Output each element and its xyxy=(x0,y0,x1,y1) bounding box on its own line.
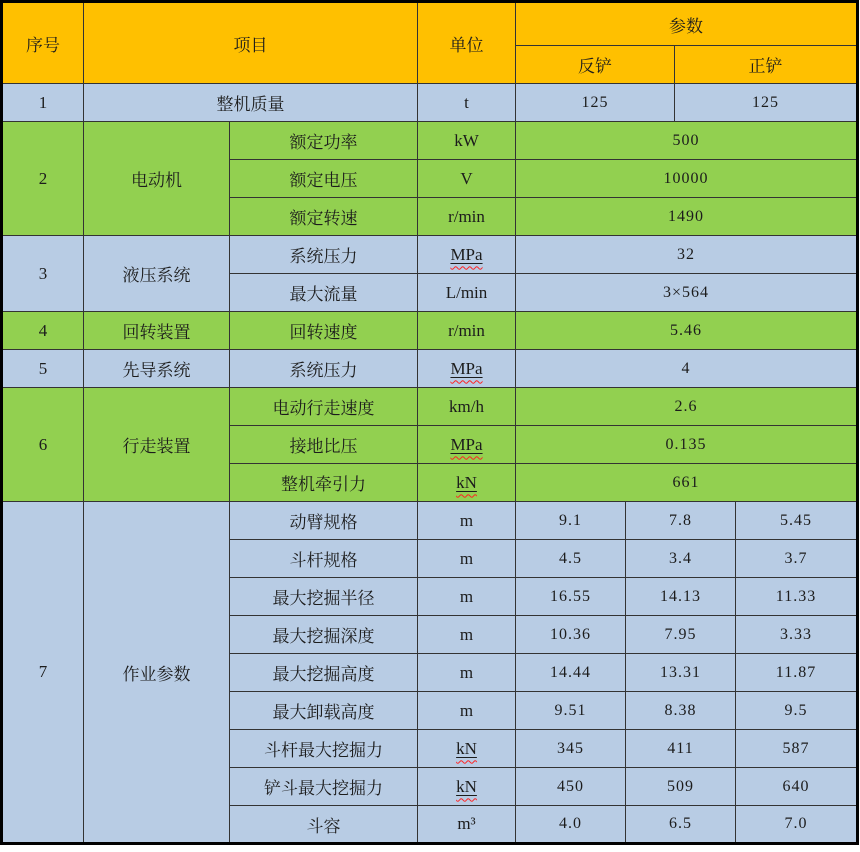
table-row xyxy=(2,350,858,388)
cell-sub-item: 最大挖掘高度 xyxy=(230,654,418,692)
cell-sub-item: 额定功率 xyxy=(230,122,418,160)
cell-value: 5.46 xyxy=(516,312,858,350)
cell-value-1: 14.44 xyxy=(516,654,626,692)
spellcheck-underline: MPa xyxy=(450,244,483,264)
cell-value-1: 10.36 xyxy=(516,616,626,654)
cell-value-3: 11.33 xyxy=(736,578,858,616)
header-no: 序号 xyxy=(2,2,84,84)
cell-value-3: 5.45 xyxy=(736,502,858,540)
header-backhoe: 反铲 xyxy=(516,46,675,84)
cell-value-backhoe: 125 xyxy=(516,84,675,122)
cell-value: 661 xyxy=(516,464,858,502)
cell-sub-item: 回转速度 xyxy=(230,312,418,350)
cell-unit: m xyxy=(418,540,516,578)
cell-item: 行走装置 xyxy=(84,388,230,502)
cell-sub-item: 斗容 xyxy=(230,806,418,844)
cell-value: 3×564 xyxy=(516,274,858,312)
table-row xyxy=(2,502,858,540)
spellcheck-underline: kN xyxy=(456,776,477,796)
cell-no: 5 xyxy=(2,350,84,388)
cell-unit xyxy=(418,730,516,768)
cell-value: 0.135 xyxy=(516,426,858,464)
table-row xyxy=(2,388,858,426)
table-row xyxy=(2,84,858,122)
header-params: 参数 xyxy=(516,2,858,46)
cell-value-3: 9.5 xyxy=(736,692,858,730)
cell-no: 1 xyxy=(2,84,84,122)
cell-sub-item: 动臂规格 xyxy=(230,502,418,540)
spellcheck-underline: MPa xyxy=(450,434,483,454)
cell-value-2: 3.4 xyxy=(626,540,736,578)
cell-value-1: 9.51 xyxy=(516,692,626,730)
cell-unit xyxy=(418,426,516,464)
cell-sub-item: 最大挖掘深度 xyxy=(230,616,418,654)
table-row xyxy=(2,236,858,274)
cell-item: 电动机 xyxy=(84,122,230,236)
spellcheck-underline: kN xyxy=(456,738,477,758)
cell-value-2: 7.8 xyxy=(626,502,736,540)
cell-no: 3 xyxy=(2,236,84,312)
cell-sub-item: 斗杆规格 xyxy=(230,540,418,578)
cell-unit: m xyxy=(418,502,516,540)
cell-sub-item: 额定电压 xyxy=(230,160,418,198)
cell-value-3: 3.7 xyxy=(736,540,858,578)
cell-value-2: 14.13 xyxy=(626,578,736,616)
cell-value: 500 xyxy=(516,122,858,160)
cell-unit xyxy=(418,768,516,806)
cell-no: 6 xyxy=(2,388,84,502)
cell-item: 先导系统 xyxy=(84,350,230,388)
cell-sub-item: 额定转速 xyxy=(230,198,418,236)
cell-unit: m³ xyxy=(418,806,516,844)
cell-value-1: 4.0 xyxy=(516,806,626,844)
cell-unit xyxy=(418,464,516,502)
cell-value-1: 450 xyxy=(516,768,626,806)
cell-value-3: 7.0 xyxy=(736,806,858,844)
cell-value: 2.6 xyxy=(516,388,858,426)
cell-value-2: 7.95 xyxy=(626,616,736,654)
header-item: 项目 xyxy=(84,2,418,84)
cell-value-3: 587 xyxy=(736,730,858,768)
cell-value-1: 9.1 xyxy=(516,502,626,540)
cell-value-3: 3.33 xyxy=(736,616,858,654)
cell-value-shovel: 125 xyxy=(675,84,858,122)
cell-unit xyxy=(418,350,516,388)
cell-sub-item: 最大挖掘半径 xyxy=(230,578,418,616)
cell-sub-item: 最大卸载高度 xyxy=(230,692,418,730)
cell-value-1: 345 xyxy=(516,730,626,768)
cell-unit: km/h xyxy=(418,388,516,426)
header-unit: 单位 xyxy=(418,2,516,84)
cell-no: 2 xyxy=(2,122,84,236)
cell-sub-item: 最大流量 xyxy=(230,274,418,312)
cell-value: 10000 xyxy=(516,160,858,198)
cell-unit xyxy=(418,236,516,274)
cell-unit: r/min xyxy=(418,198,516,236)
cell-no: 7 xyxy=(2,502,84,844)
spellcheck-underline: kN xyxy=(456,472,477,492)
cell-unit: t xyxy=(418,84,516,122)
table-row xyxy=(2,312,858,350)
cell-sub-item: 铲斗最大挖掘力 xyxy=(230,768,418,806)
cell-item: 回转装置 xyxy=(84,312,230,350)
cell-sub-item: 整机牵引力 xyxy=(230,464,418,502)
cell-item: 液压系统 xyxy=(84,236,230,312)
cell-unit: m xyxy=(418,578,516,616)
cell-unit: kW xyxy=(418,122,516,160)
cell-sub-item: 接地比压 xyxy=(230,426,418,464)
cell-value: 32 xyxy=(516,236,858,274)
cell-value-2: 6.5 xyxy=(626,806,736,844)
spellcheck-underline: MPa xyxy=(450,358,483,378)
cell-unit: m xyxy=(418,616,516,654)
cell-unit: V xyxy=(418,160,516,198)
cell-item: 作业参数 xyxy=(84,502,230,844)
cell-unit: m xyxy=(418,692,516,730)
cell-unit: m xyxy=(418,654,516,692)
cell-value-2: 411 xyxy=(626,730,736,768)
cell-no: 4 xyxy=(2,312,84,350)
cell-value-3: 640 xyxy=(736,768,858,806)
cell-item: 整机质量 xyxy=(84,84,418,122)
cell-value-1: 4.5 xyxy=(516,540,626,578)
table-row xyxy=(2,122,858,160)
cell-sub-item: 斗杆最大挖掘力 xyxy=(230,730,418,768)
cell-value-1: 16.55 xyxy=(516,578,626,616)
cell-value-2: 13.31 xyxy=(626,654,736,692)
cell-sub-item: 系统压力 xyxy=(230,350,418,388)
cell-sub-item: 电动行走速度 xyxy=(230,388,418,426)
cell-value-2: 8.38 xyxy=(626,692,736,730)
cell-value: 4 xyxy=(516,350,858,388)
cell-sub-item: 系统压力 xyxy=(230,236,418,274)
cell-unit: L/min xyxy=(418,274,516,312)
cell-value-2: 509 xyxy=(626,768,736,806)
header-shovel: 正铲 xyxy=(675,46,858,84)
cell-unit: r/min xyxy=(418,312,516,350)
cell-value: 1490 xyxy=(516,198,858,236)
cell-value-3: 11.87 xyxy=(736,654,858,692)
header-row-1 xyxy=(2,2,858,46)
